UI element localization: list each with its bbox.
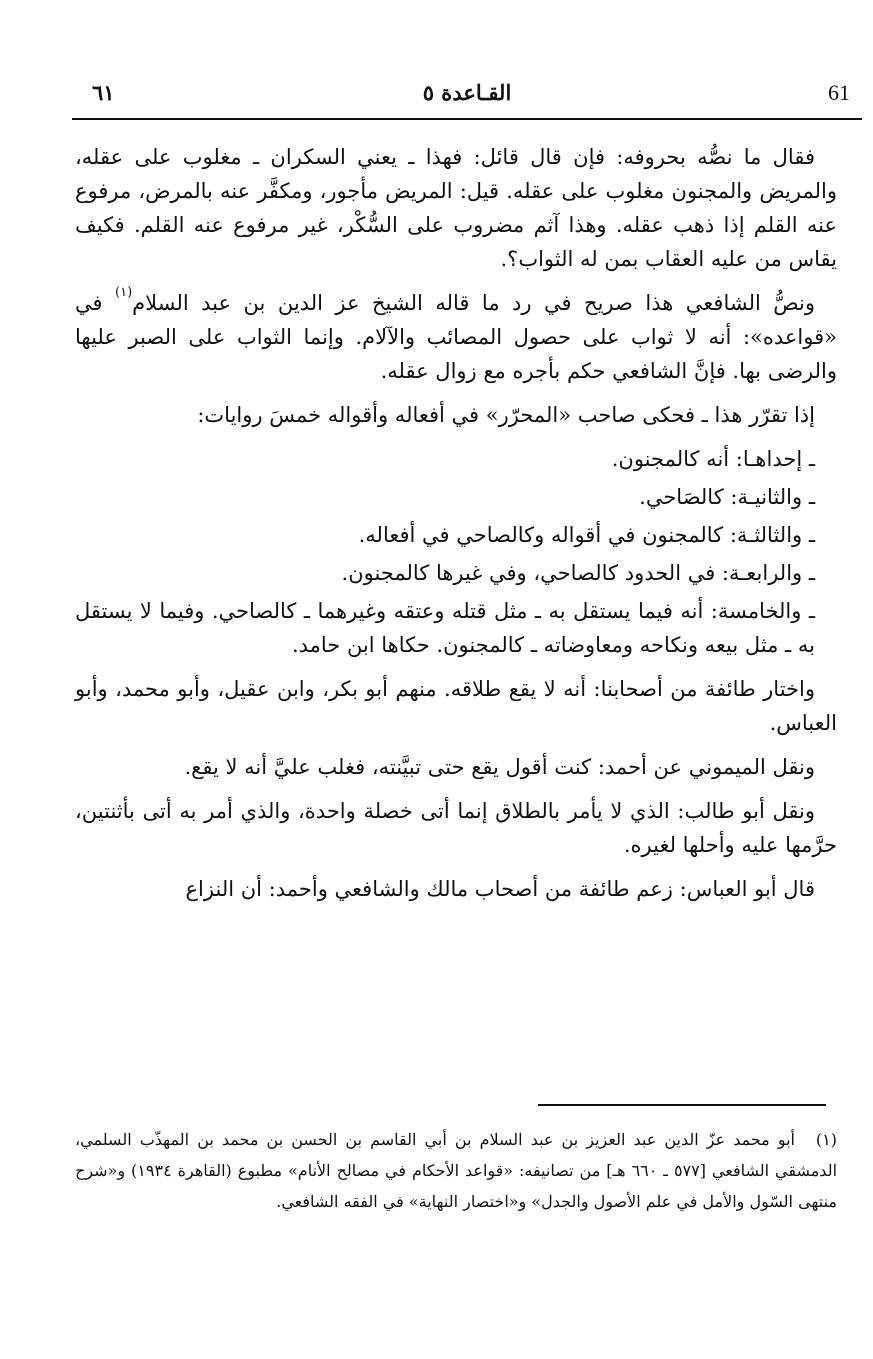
paragraph-4: واختار طائفة من أصحابنا: أنه لا يقع طلاقه. منهم أبو بكر، وابن عقيل، وأبو محمد، وأبو العباس.	[75, 677, 837, 735]
header-rule	[72, 118, 862, 120]
paragraph-2-main: ونصُّ الشافعي هذا صريح في رد ما قاله الشيخ عز الدين بن عبد السلام	[132, 291, 816, 315]
list-item-3: ـ والثالثـة: كالمجنون في أقواله وكالصاحي في أفعاله.	[358, 523, 815, 547]
footnote-rule	[538, 1104, 826, 1106]
paragraph-6: ونقل أبو طالب: الذي لا يأمر بالطلاق إنما أتى خصلة واحدة، والذي أمر به أتى بأثنتين، حرَّمها عليه وأحلها لغيره.	[75, 799, 837, 857]
footnote-text: أبو محمد عزّ الدين عبد العزيز بن عبد السلام بن أبي القاسم بن الحسن بن محمد بن المهذّب السلمي، الدمشقي الشافعي [٥٧٧ ـ ٦٦٠ هـ] من تصانيفه: «قواعد الأحكام في مصالح الأنام» مطبوع (القاهرة ١٩٣٤) و«شرح منتهى السّول والأمل في علم الأصول والجدل» و«اختصار النهاية» في الفقه الشافعي.	[75, 1130, 838, 1211]
list-item-1: ـ إحداهـا: أنه كالمجنون.	[611, 447, 815, 471]
list-item-5: ـ والخامسة: أنه فيما يستقل به ـ مثل قتله وعتقه وغيرهما ـ كالصاحي. وفيما لا يستقل به ـ مثل بيعه ونكاحه ومعاوضاته ـ كالمجنون. حكاها ابن حامد.	[75, 599, 815, 657]
paragraph-3: إذا تقرّر هذا ـ فحكى صاحب «المحرّر» في أفعاله وأقواله خمسَ روايات:	[197, 403, 815, 427]
paragraph-2-rest: في «قواعده»: أنه لا ثواب على حصول المصائب والآلام. وإنما الثواب على الصبر عليها والرضى بها. فإنَّ الشافعي حكم بأجره مع زوال عقله.	[75, 291, 837, 383]
list-item-2: ـ والثانيـة: كالصَاحي.	[639, 485, 815, 509]
main-text	[75, 140, 837, 906]
paragraph-2	[75, 286, 837, 388]
paragraph-1: فقال ما نصُّه بحروفه: فإن قال قائل: فهذا ـ يعني السكران ـ مغلوب على عقله، والمريض والمجنون مغلوب على عقله. قيل: المريض مأجور، ومكفَّر عنه بالمرض، مرفوع عنه القلم إذا ذهب عقله. وهذا آثم مضروب على السُّكْر، غير مرفوع عنه القلم. فكيف يقاس من عليه العقاب بمن له الثواب؟.	[75, 145, 837, 271]
footnote-marker: (١)	[815, 1130, 837, 1149]
list-item-4: ـ والرابعـة: في الحدود كالصاحي، وفي غيرها كالمجنون.	[341, 561, 815, 585]
page-number-latin: 61	[828, 80, 850, 105]
footnote	[75, 1124, 837, 1217]
page-number-arabic: ٦١	[92, 80, 115, 105]
paragraph-5: ونقل الميموني عن أحمد: كنت أقول يقع حتى تبيَّنته، فغلب عليَّ أنه لا يقع.	[184, 755, 815, 779]
running-header	[72, 78, 862, 114]
paragraph-7: قال أبو العباس: زعم طائفة من أصحاب مالك والشافعي وأحمد: أن النزاع	[185, 877, 815, 901]
footnote-reference: (١)	[115, 285, 133, 300]
chapter-title: القـاعدة ٥	[422, 80, 512, 105]
